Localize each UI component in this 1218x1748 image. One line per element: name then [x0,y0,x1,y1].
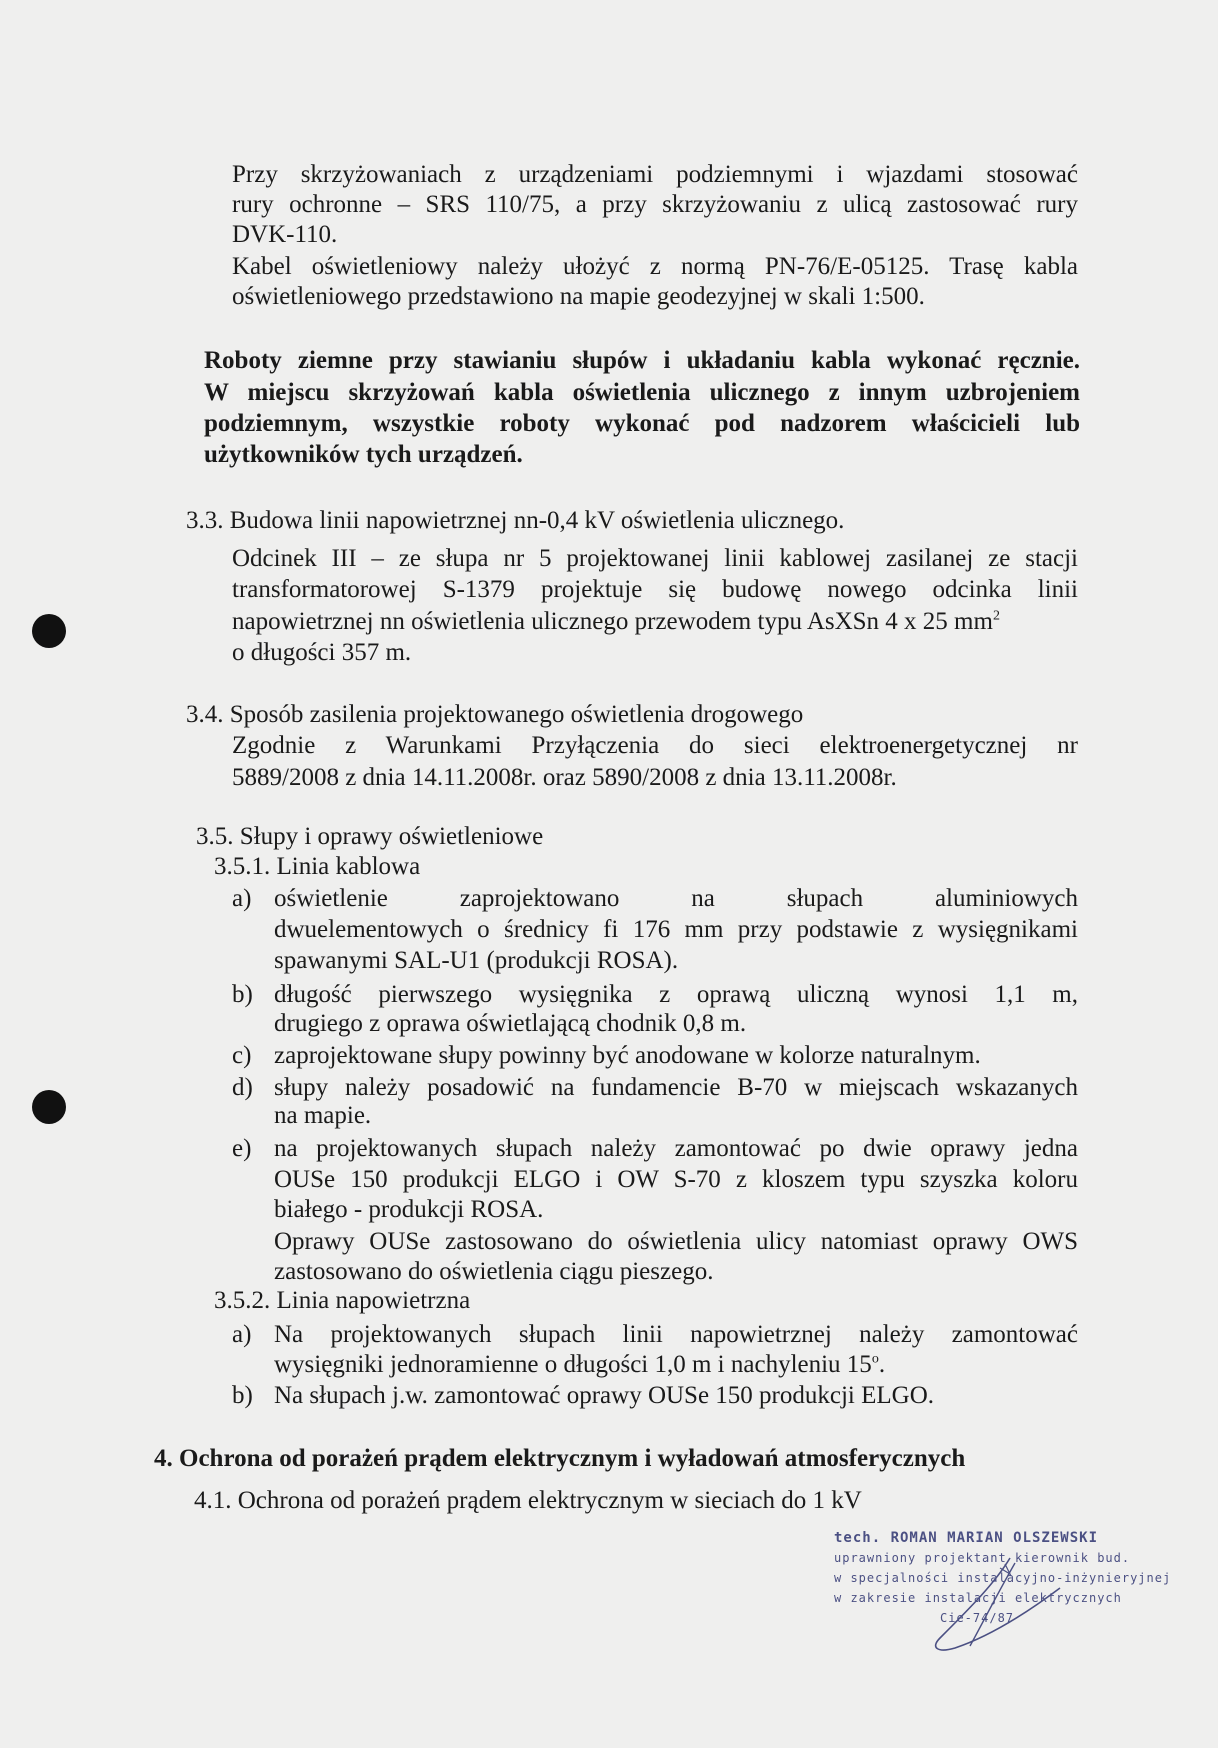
list-item-line: zaprojektowane słupy powinny być anodowane w kolorze naturalnym. [274,1042,981,1069]
s34-line: Zgodnie z Warunkami Przyłączenia do sieci elektroenergetycznej nr [232,732,1078,759]
stamp-line: w zakresie instalacji elektrycznych [834,1591,1122,1605]
intro-line: DVK-110. [232,221,338,248]
list-item-line: Oprawy OUSe zastosowano do oświetlenia ulicy natomiast oprawy OWS [274,1228,1078,1255]
section-heading-3-3: 3.3. Budowa linii napowietrznej nn-0,4 kV oświetlenia ulicznego. [186,507,845,534]
list-item-line: drugiego z oprawa oświetlającą chodnik 0,8 m. [274,1010,747,1037]
list-marker: c) [232,1042,252,1069]
list-marker: b) [232,1382,253,1409]
list-item-line: dwuelementowych o średnicy fi 176 mm przy podstawie z wysięgnikami [274,916,1078,943]
intro-line: oświetleniowego przedstawiono na mapie geodezyjnej w skali 1:500. [232,283,925,310]
list-marker: a) [232,1321,252,1348]
subsection-heading-3-5-2: 3.5.2. Linia napowietrzna [214,1287,471,1314]
s33-line: o długości 357 m. [232,639,412,666]
intro-line: rury ochronne – SRS 110/75, a przy skrzyżowaniu z ulicą zastosować rury [232,191,1078,218]
list-item-line: spawanymi SAL-U1 (produkcji ROSA). [274,947,679,974]
intro-line: Przy skrzyżowaniach z urządzeniami podziemnymi i wjazdami stosować [232,161,1078,188]
list-item-line: Na słupach j.w. zamontować oprawy OUSe 150 produkcji ELGO. [274,1382,935,1409]
designer-stamp [820,1528,1172,1628]
subsection-heading-3-5-1: 3.5.1. Linia kablowa [214,853,421,880]
list-item-line: na mapie. [274,1102,372,1129]
stamp-line: Cie-74/87 [940,1611,1015,1625]
warning-line: podziemnym, wszystkie roboty wykonać pod nadzorem właścicieli lub [204,410,1080,437]
section-heading-3-4: 3.4. Sposób zasilenia projektowanego oświetlenia drogowego [186,701,804,728]
warning-line: użytkowników tych urządzeń. [204,441,523,468]
section-heading-4: 4. Ochrona od porażeń prądem elektrycznym i wyładowań atmosferycznych [154,1445,966,1472]
s33-line: Odcinek III – ze słupa nr 5 projektowanej linii kablowej zasilanej ze stacji [232,545,1078,572]
list-item-line: oświetlenie zaprojektowano na słupach aluminiowych [274,885,1078,912]
list-item-line: białego - produkcji ROSA. [274,1196,544,1223]
stamp-line: w specjalności instalacyjno-inżynieryjnej [834,1571,1172,1585]
subsection-heading-4-1: 4.1. Ochrona od porażeń prądem elektrycznym w sieciach do 1 kV [194,1487,862,1514]
list-marker: e) [232,1135,252,1162]
signature-mark [820,1528,1172,1678]
stamp-line: uprawniony projektant kierownik bud. [834,1551,1131,1565]
list-item-line: wysięgniki jednoramienne o długości 1,0 m i nachyleniu 15$^o$. [274,1351,886,1378]
s34-line: 5889/2008 z dnia 14.11.2008r. oraz 5890/2008 z dnia 13.11.2008r. [232,764,897,791]
list-marker: a) [232,885,252,912]
s33-line: transformatorowej S-1379 projektuje się budowę nowego odcinka linii [232,576,1078,603]
list-item-line: zastosowano do oświetlenia ciągu pieszego. [274,1258,714,1285]
section-heading-3-5: 3.5. Słupy i oprawy oświetleniowe [196,823,544,850]
list-item-line: Na projektowanych słupach linii napowietrznej należy zamontować [274,1321,1078,1348]
s33-line: napowietrznej nn oświetlenia ulicznego przewodem typu AsXSn 4 x 25 $mm^2$ [232,608,1000,635]
warning-line: W miejscu skrzyżowań kabla oświetlenia ulicznego z innym uzbrojeniem [204,379,1080,406]
list-item-line: słupy należy posadowić na fundamencie B-70 w miejscach wskazanych [274,1074,1078,1101]
warning-line: Roboty ziemne przy stawianiu słupów i układaniu kabla wykonać ręcznie. [204,347,1080,374]
list-item-line: na projektowanych słupach należy zamontować po dwie oprawy jedna [274,1135,1078,1162]
list-marker: b) [232,981,253,1008]
intro-line: Kabel oświetleniowy należy ułożyć z normą PN-76/E-05125. Trasę kabla [232,253,1078,280]
stamp-line: tech. ROMAN MARIAN OLSZEWSKI [834,1530,1099,1546]
list-marker: d) [232,1074,253,1101]
list-item-line: OUSe 150 produkcji ELGO i OW S-70 z kloszem typu szyszka koloru [274,1166,1078,1193]
list-item-line: długość pierwszego wysięgnika z oprawą uliczną wynosi 1,1 m, [274,981,1078,1008]
